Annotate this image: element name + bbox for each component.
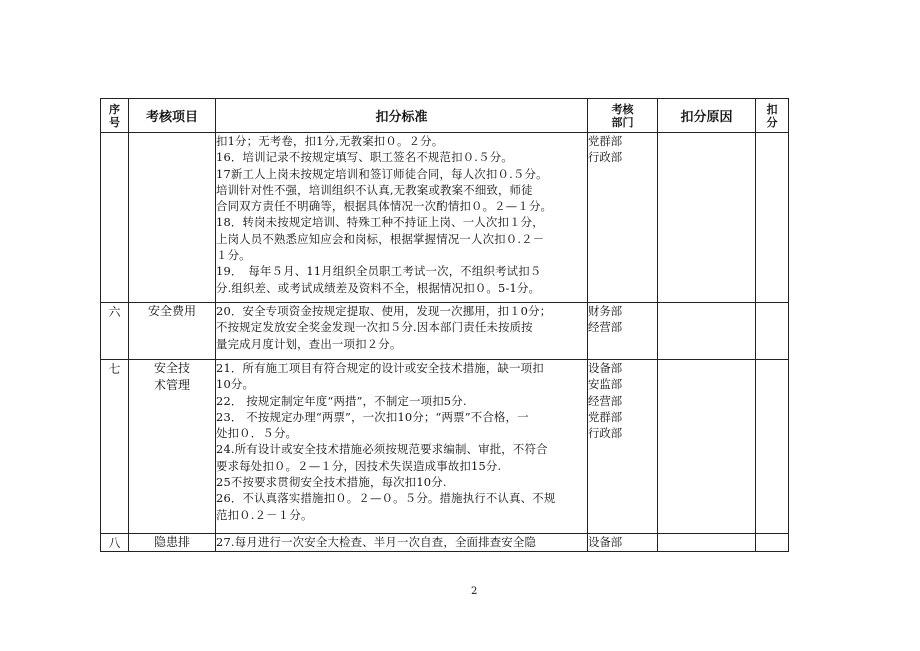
header-dept-line-1: 考核 <box>611 102 634 116</box>
table-row <box>101 360 789 534</box>
header-criteria: 扣分标准 <box>216 99 588 133</box>
dept-line: 设备部 <box>588 361 623 375</box>
header-deduct-line-2: 分 <box>766 115 778 129</box>
row-deduct <box>756 534 789 552</box>
row-reason <box>658 133 756 303</box>
criteria-line: 24.所有设计或安全技术措施必须按规范要求编制、审批，不符合 <box>216 442 548 457</box>
header-reason: 扣分原因 <box>658 99 756 133</box>
row-item <box>129 303 216 360</box>
dept-line: 财务部 <box>588 304 623 318</box>
criteria-line: 量完成月度计划，查出一项扣２分。 <box>216 336 402 351</box>
header-dept-line-2: 部门 <box>611 115 634 129</box>
criteria-line: 22． 按规定制定年度“两措”，不制定一项扣5分. <box>216 393 467 408</box>
criteria-line: 27.每月进行一次安全大检查、半月一次自查，全面排查安全隐 <box>216 535 537 549</box>
dept-line: 安监部 <box>588 377 623 392</box>
criteria-line: 19． 每年５月、11月组织全员职工考试一次，不组织考试扣５ <box>216 264 542 279</box>
criteria-line: 不按规定发放安全奖金发现一次扣５分.因本部门责任未按质按 <box>216 320 533 335</box>
row-criteria <box>216 133 588 303</box>
header-deduct <box>756 99 789 133</box>
row-seq: 八 <box>101 534 129 552</box>
row-item <box>129 534 216 552</box>
row-dept <box>588 303 658 360</box>
row-dept <box>588 360 658 534</box>
dept-line: 经营部 <box>588 393 623 408</box>
row-reason <box>658 303 756 360</box>
row-deduct <box>756 303 789 360</box>
item-line: 隐患排 <box>153 535 190 549</box>
row-seq <box>101 133 129 303</box>
assessment-table <box>100 98 789 552</box>
header-seq-line-1: 序 <box>109 102 120 116</box>
dept-line: 行政部 <box>588 150 623 165</box>
criteria-line: 范扣０.２－１分。 <box>216 507 313 522</box>
criteria-line: 26．不认真落实措施扣０。２—０。５分。措施执行不认真、不规 <box>216 491 556 506</box>
table-row <box>101 303 789 360</box>
header-dept <box>588 99 658 133</box>
item-line: 安全技 <box>153 361 190 375</box>
criteria-line: 培训针对性不强，培训组织不认真,无教案或教案不细致，师徒 <box>216 182 533 197</box>
table-row <box>101 133 789 303</box>
row-criteria <box>216 303 588 360</box>
header-seq-line-2: 号 <box>109 115 120 129</box>
page-number: 2 <box>471 586 478 597</box>
row-item <box>129 360 216 534</box>
criteria-line: 16．培训记录不按规定填写、职工签名不规范扣０.５分。 <box>216 150 513 165</box>
row-reason <box>658 360 756 534</box>
row-criteria <box>216 534 588 552</box>
dept-line: 行政部 <box>588 426 623 441</box>
row-dept <box>588 133 658 303</box>
header-seq <box>101 99 129 133</box>
row-deduct <box>756 133 789 303</box>
criteria-line: 合同双方责任不明确等，根据具体情况一次酌情扣０。２—１分。 <box>216 199 553 214</box>
criteria-line: 扣1分；无考卷，扣1分,无教案扣０。２分。 <box>216 134 444 148</box>
row-reason <box>658 534 756 552</box>
dept-line: 党群部 <box>588 134 623 148</box>
row-item <box>129 133 216 303</box>
criteria-line: 23． 不按规定办理“两票”，一次扣10分；“两票”不合格，一 <box>216 409 529 424</box>
row-deduct <box>756 360 789 534</box>
criteria-line: 上岗人员不熟悉应知应会和岗标，根据掌握情况一人次扣０.２－ <box>216 231 545 246</box>
header-item: 考核项目 <box>129 99 216 133</box>
criteria-line: 20．安全专项资金按规定提取、使用，发现一次挪用，扣１0分； <box>216 304 552 318</box>
table-row <box>101 534 789 552</box>
item-line: 术管理 <box>153 378 190 392</box>
criteria-line: 18．转岗未按规定培训、特殊工种不持证上岗、一人次扣１分， <box>216 215 544 230</box>
row-criteria <box>216 360 588 534</box>
dept-line: 设备部 <box>588 535 623 549</box>
item-line: 安全费用 <box>147 304 196 318</box>
row-seq: 六 <box>101 303 129 360</box>
criteria-line: 17新工人上岗未按规定培训和签订师徒合同，每人次扣０.５分。 <box>216 166 548 181</box>
criteria-line: 21．所有施工项目有符合规定的设计或安全技术措施，缺一项扣 <box>216 361 544 375</box>
criteria-line: 10分。 <box>216 377 255 392</box>
header-deduct-line-1: 扣 <box>766 102 778 116</box>
dept-line: 党群部 <box>588 409 623 424</box>
dept-line: 经营部 <box>588 320 623 335</box>
criteria-line: １分。 <box>216 248 251 263</box>
criteria-line: 处扣０．５分。 <box>216 426 298 441</box>
criteria-line: 分.组织差、或考试成绩差及资料不全，根据情况扣０。5-1分。 <box>216 280 541 295</box>
header-row <box>101 99 789 133</box>
row-seq: 七 <box>101 360 129 534</box>
criteria-line: 要求每处扣０。２—１分，因技术失误造成事故扣15分. <box>216 458 502 473</box>
row-dept <box>588 534 658 552</box>
criteria-line: 25不按要求贯彻安全技术措施，每次扣10分. <box>216 475 447 490</box>
